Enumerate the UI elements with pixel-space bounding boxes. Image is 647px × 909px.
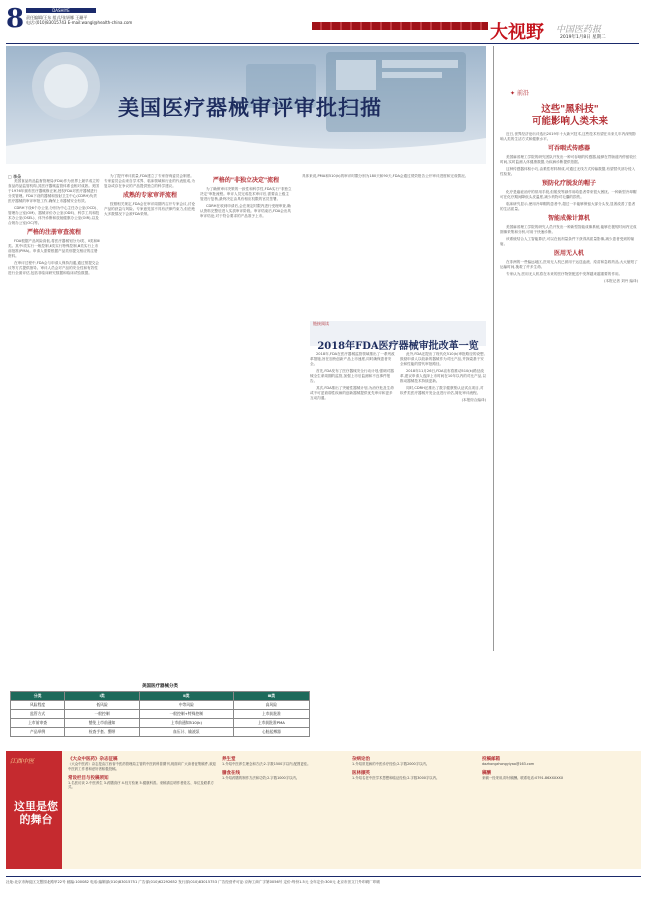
reference-column-2: [400, 352, 486, 682]
sidebar-intro: 近日,世界经济论坛评选出2019年十大新兴技术,这些技术有望在未来几年内深刻影响人类的生活方式和健康水平。: [500, 132, 637, 141]
sidebar-source: (本报记者 刘丹 编译): [604, 279, 638, 283]
classification-table: [10, 691, 310, 737]
ref-para-3: 其次,FDA推出了突破性器械计划,为治疗危及生命或不可逆衰弱性疾病的创新器械提供优先审评和更多互动沟通。: [310, 386, 394, 400]
advert-col2-sub: 膳食在线: [222, 770, 240, 776]
table-header-cell: Ⅲ类: [233, 692, 309, 701]
main-column-2: [104, 174, 196, 682]
sidebar-para: 美国麻省理工学院的研究人员开发出一种新型智能成像系统,能够在极短时间内完成图像采集和分析,可用于快速诊断。: [500, 225, 637, 234]
advert-column-2: [222, 756, 348, 866]
ref-para-4: 此外,FDA还提出了现代化510(k)审批路径的设想,鼓励申请人以较新的器械作为对比产品,并探索基于安全和性能的替代审批路径。: [400, 352, 485, 366]
header-decor-bar: [312, 22, 488, 30]
byline: □ 李朵: [8, 174, 22, 179]
main-para-2: CDRH下设6个办公室,分别为中心主任办公室(OCD)、管理办公室(OM)、器械评价办公室(ODE)、科学工具和技术办公室(OSEL)、体外诊断和放射健康办公室(OIR),以及合规办公室(OC)等。: [8, 206, 100, 226]
sidebar-para: 专家认为,医用无人机将在未来的医疗物资配送中发挥越来越重要的作用。: [506, 272, 623, 276]
main-column-1: [8, 174, 100, 682]
advert-col4-text2: 来稿一经采用,即付稿酬。联系电话:0791-86XXXXXX: [482, 775, 564, 780]
advert-col1-text: 《大众中医药》杂志是由江西省中医药管理局主管的中医药科普期刊,现面向广大读者征集稿件,欢迎中医药工作者和爱好者积极投稿。: [68, 762, 216, 771]
advert-column-1: [68, 756, 218, 866]
sidebar-subhead-2: 预防化疗脱发的帽子: [541, 180, 596, 187]
table-row: [11, 710, 310, 719]
footer-info: 社址:北京市海淀区文慧园北路甲22号 邮编:100082 电话:编辑部(010)83015751 广告部(010)62292652 发行部(010)83015753 广告经营许可证:京海工商广字第0056号 定价:每份1.5元 全年定价:300元 北京市崇文门外印刷厂印刷: [6, 876, 641, 887]
editor-line: [26, 15, 132, 25]
ref-para-1: 2018年,FDA在医疗器械监管领域推出了一系列改革措施,旨在加快创新产品上市速度,同时确保患者安全。: [310, 352, 395, 366]
table-cell: 中等风险: [139, 701, 233, 710]
advert-col4-sub: 稿酬: [482, 770, 491, 776]
ref-para-5: 2018年11月26日,FDA宣布将推动510(k)路径改革,建议申请人选择上市时间在10年以内的对比产品,以推动器械技术持续更新。: [400, 369, 486, 383]
ref-para-2: 首先,FDA发布了医疗器械安全行动计划,强调对器械全生命周期的监管,加强上市后监测和不良事件报告。: [310, 369, 394, 383]
sidebar-title-line-1: 这些"黑科技": [541, 104, 599, 115]
advert-column-3: [352, 756, 478, 866]
table-row: [11, 728, 310, 737]
main-para-7: 为了确保审评决策的一致性和科学性,FDA实行"非独立决定"审批流程。审评人员完成技术审评后,需要由上级主管进行复核,最终决定由具有相应权限的官员签署。: [200, 187, 292, 201]
table-cell: 血压计、输液泵: [139, 728, 233, 737]
advert-col3-text: 1.介绍常见病的中医诊疗经验;2.字数2000字以内。: [352, 762, 430, 766]
paper-name: 中国医药报: [556, 25, 602, 35]
table-header-cell: Ⅱ类: [139, 692, 233, 701]
table-cell: 上市前批准: [233, 710, 309, 719]
advert-title: 这里是您的舞台: [14, 800, 58, 826]
main-para-4: 在审评过程中,FDA会与申请人保持沟通,通过预提交会议等方式提供指导。审评人员会对产品的安全性和有效性进行全面评估,包括非临床研究数据和临床试验数据。: [8, 261, 99, 276]
subhead-expert-review: 成熟的专家审评流程: [122, 192, 177, 199]
sidebar-column-label: [510, 88, 529, 97]
table-cell: 心脏起搏器: [233, 728, 309, 737]
table-cell: 一般控制: [65, 710, 140, 719]
table-header-row: [11, 692, 310, 701]
table-row: [11, 701, 310, 710]
table-header-cell: Ⅰ类: [65, 692, 140, 701]
sidebar-title-line-2: 可能影响人类未来: [531, 116, 608, 127]
editor-names: 责任编辑/王东 组式/张妍娜 王珊平: [26, 15, 88, 20]
advert-col1-head: 《大众中医药》杂志征稿: [68, 757, 118, 762]
sidebar-subhead-3: 智能成像计算机: [547, 215, 590, 222]
advert-col1-list: 1.名医访谈 2.中医养生 3.药膳食疗 4.经方验案 5.健康科普。来稿请注明作者姓名、单位及联系方式。: [68, 780, 214, 790]
table-cell: 检查手套、绷带: [65, 728, 140, 737]
sidebar-para: 化疗是癌症治疗的常用手段,但脱发等副作用给患者带来很大困扰。一种新型冷却帽可在化疗期间降低头皮温度,减少药物对毛囊的损伤。: [500, 190, 637, 199]
column-name: 大视野: [490, 22, 544, 43]
issue-date: 2019年1月8日 星期二: [560, 35, 606, 40]
advert-col3-sub: 医林撷英: [352, 770, 370, 776]
advert-col2-text: 1.介绍中医养生理念和方法;2.字数1500字以内,配图更佳。: [222, 762, 311, 766]
table-cell: 上市前通知510(k): [139, 719, 233, 728]
reference-label: 链接阅读: [313, 321, 329, 326]
advert-tag: 江西中医: [10, 758, 35, 765]
advert-col2-head: 养生堂: [222, 757, 236, 762]
main-para-1: 美国食品药品监督管理局(FDA)作为世界上最早成立的食品药品监管机构,其医疗器械监管体系也相对成熟。美国于1976年颁布医疗器械修正案,授权FDA对医疗器械进行分类管理。FDA下设的器械和放射卫生中心(CDRH)负责医疗器械的审评审批工作,确保上市器械安全有效。: [8, 179, 100, 204]
reference-column-1: [310, 352, 395, 682]
table-cell: 上市前审查: [11, 719, 65, 728]
page-number: 8: [6, 4, 25, 34]
main-para-3: FDA根据产品风险高低,将医疗器械划分为Ⅰ类、Ⅱ类和Ⅲ类。其中Ⅰ类实行一般控制,Ⅱ类实行特殊控制,Ⅲ类实行上市前批准(PMA)。申请人需要根据产品类别提交相应的注册资料。: [8, 239, 100, 259]
sidebar-title: [500, 104, 640, 128]
sidebar-body: [500, 132, 638, 652]
advert-col4-text: dazhongzhongyiyao@163.com: [482, 762, 535, 766]
header-rule: [6, 43, 639, 44]
section-box: DASHIYE: [26, 8, 96, 13]
table-cell: 豁免上市前通知: [65, 719, 140, 728]
advert-col2-text2: 1.介绍药膳的制作方法和功效;2.字数1000字以内。: [222, 775, 300, 780]
hero-title: 美国医疗器械审评审批扫描: [118, 95, 382, 120]
table-cell: 高风险: [233, 701, 309, 710]
main-para-9: 具体来说,PMA和510(k)的审评时限分别为180天和90天,FDA会通过绩效报告公开审评进度和完成情况。: [302, 174, 469, 178]
sidebar-label-text: 前沿: [516, 90, 529, 97]
advert-col3-head: 杂病论治: [352, 757, 370, 762]
advert-col3-text2: 1.介绍名老中医学术思想和临证经验;2.字数3000字以内。: [352, 775, 440, 780]
contact-line: 电话:(010)83015743 E-mail:wangl@health-china.com: [26, 20, 133, 25]
main-column-3: [200, 174, 292, 682]
main-column-4: [296, 174, 486, 314]
sidebar-para: 在非洲的一些偏远地区,医用无人机已被用于运送血液、疫苗和急救药品,大大缩短了运输时间,挽救了许多生命。: [500, 260, 638, 269]
main-para-6: 按照相关规定,FDA会在审评周期内召开专家会议,讨论产品的获益与风险。专家意见虽不具有法律约束力,但在绝大多数情况下会被FDA采纳。: [104, 202, 195, 216]
table-title: 美国医疗器械分类: [142, 684, 178, 689]
table-cell: 风险程度: [11, 701, 65, 710]
table-cell: 产品举例: [11, 728, 65, 737]
sidebar-subhead-4: 医用无人机: [553, 250, 584, 257]
main-para-5: 为了提升审评质量,FDA建立了专家咨询委员会制度。专家委员会由来自学术界、临床领域和行业的代表组成,为复杂或存在争议的产品提供独立的科学建议。: [104, 174, 195, 188]
sidebar-subhead-1: 可吞咽式传感器: [547, 145, 590, 152]
subhead-non-independent: 严格的"非独立决定"流程: [212, 177, 280, 184]
subhead-review-process: 严格的注册审查流程: [26, 229, 81, 237]
sidebar-para: 美国麻省理工学院的研究团队开发出一种可吞咽的传感器,能够在胃肠道内停留较长时间,实时监测人体健康数据,为疾病诊断提供依据。: [500, 155, 637, 164]
table-header-cell: 分类: [11, 692, 65, 701]
advert-col1-sub: 常设栏目与投稿须知: [68, 775, 109, 781]
ref-credit: (本报综合编译): [461, 398, 486, 402]
main-para-8: CDRH在收到申请后,会在规定时限内进行受理审查,确认资料完整后进入实质审评阶段。审评结束后,FDA会出具审评结论,对于符合要求的产品准予上市。: [200, 204, 292, 218]
table-cell: 监管方式: [11, 710, 65, 719]
advert-column-4: [482, 756, 638, 866]
sidebar-para: 这种传感器体积小巧,由柔性材料制成,可通过无线方式传输数据,有望替代部分侵入性检查。: [500, 167, 636, 176]
sidebar-para: 该系统结合人工智能算法,可以在低剂量条件下获得高质量影像,减少患者受到的辐射。: [500, 237, 635, 246]
reference-title: 2018年FDA医疗器械审批改革一览: [317, 341, 479, 352]
star-icon: ✦: [510, 90, 517, 97]
ref-para-6: 同时,CDRH还推出了数字健康预认证试点项目,对软件类医疗器械开发企业进行评估,简化审评流程。: [400, 386, 484, 395]
table-cell: 上市前批准PMA: [233, 719, 309, 728]
sidebar-divider: [493, 46, 494, 651]
sidebar-para: 临床研究显示,使用冷却帽的患者中,超过一半能够保留大部分头发,显著改善了患者的生活质量。: [500, 202, 636, 211]
table-cell: 一般控制+特殊控制: [139, 710, 233, 719]
advert-col4-head: 投稿邮箱: [482, 757, 500, 762]
table-cell: 低风险: [65, 701, 140, 710]
table-row: [11, 719, 310, 728]
